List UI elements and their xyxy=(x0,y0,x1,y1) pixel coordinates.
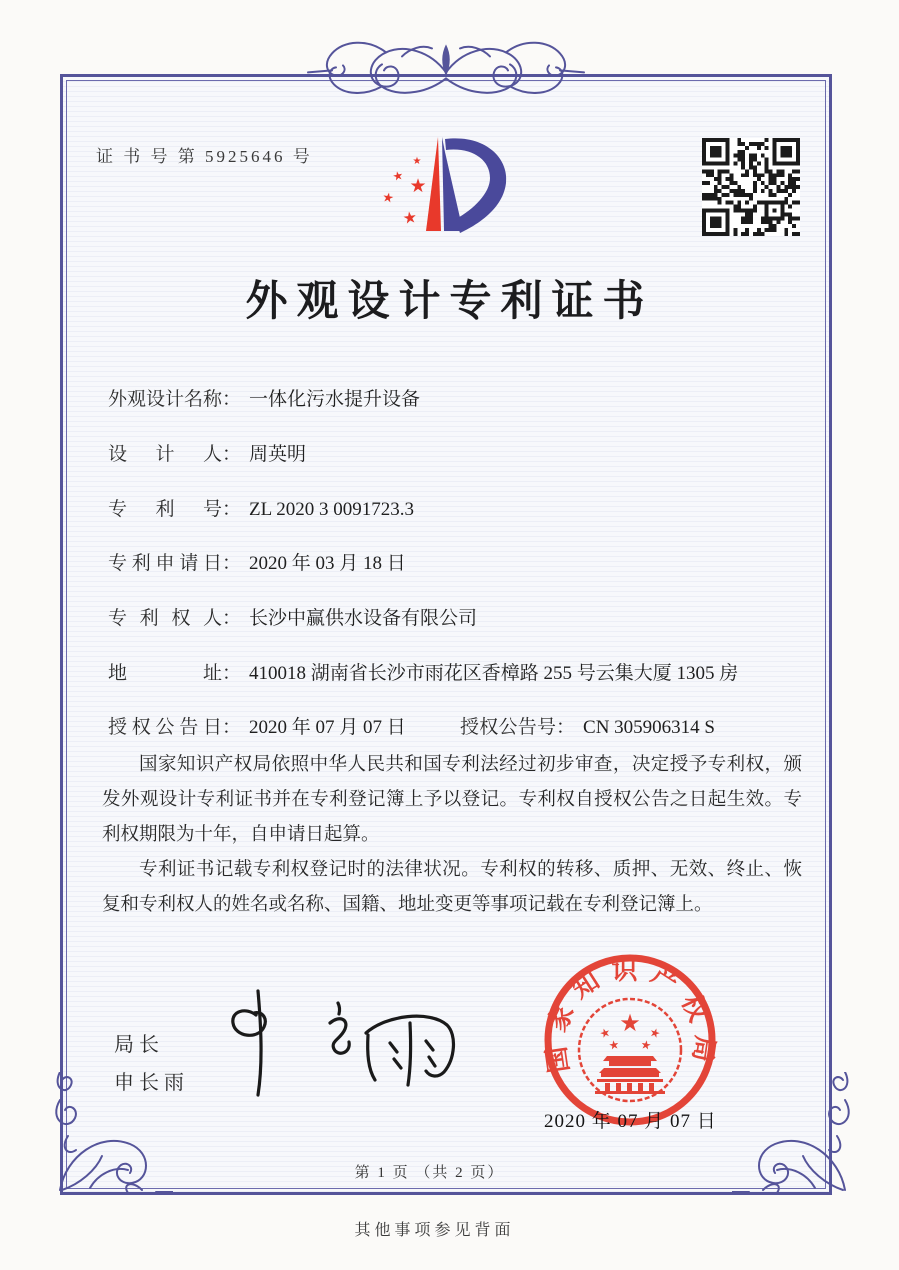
field-value: CN 305906314 S xyxy=(583,717,715,738)
cnipa-logo-icon xyxy=(375,130,520,240)
field-label: 地址 xyxy=(108,663,222,684)
director-title: 局长 xyxy=(114,1034,164,1056)
seal-date: 2020 年 07 月 07 日 xyxy=(544,1111,717,1132)
svg-text:★: ★ xyxy=(412,156,422,167)
field-value: ZL 2020 3 0091723.3 xyxy=(249,499,415,520)
certificate-title: 外观设计专利证书 xyxy=(245,279,654,325)
field-row-patentee: 专利权人： 长沙中赢供水设备有限公司 xyxy=(108,603,477,630)
page-number: 第 1 页 （共 2 页） xyxy=(354,1165,505,1181)
back-note: 其他事项参见背面 xyxy=(354,1222,515,1239)
field-row-grant-date: 授权公告日： 2020 年 07 月 07 日 授权公告号： CN 305906314 S xyxy=(108,712,406,739)
field-value: 2020 年 03 月 18 日 xyxy=(249,553,406,574)
svg-text:★: ★ xyxy=(391,168,405,184)
svg-text:★: ★ xyxy=(597,1024,613,1042)
field-row-filing-date: 专利申请日： 2020 年 03 月 18 日 xyxy=(108,548,406,575)
seal-org-text: 国家知识产权局 xyxy=(540,955,720,1075)
bottom-right-corner-ornament-icon xyxy=(732,1072,867,1202)
certificate-body-text xyxy=(102,748,802,923)
field-value: 长沙中赢供水设备有限公司 xyxy=(249,608,478,629)
field-label: 专利申请日 xyxy=(108,553,222,574)
field-value: 2020 年 07 月 07 日 xyxy=(249,717,406,738)
svg-text:★: ★ xyxy=(409,175,427,197)
certificate-number: 证 书 号 第 5925646 号 xyxy=(96,147,313,166)
field-grant-number: 授权公告号： CN 305906314 S xyxy=(460,712,715,739)
field-row-address: 地址： 410018 湖南省长沙市雨花区香樟路 255 号云集大厦 1305 房 xyxy=(108,658,738,685)
director-name: 申长雨 xyxy=(114,1072,189,1094)
svg-text:★: ★ xyxy=(401,207,419,228)
field-value: 一体化污水提升设备 xyxy=(249,389,421,410)
field-row-design-name: 外观设计名称： 一体化污水提升设备 xyxy=(108,384,420,411)
field-label: 设计人 xyxy=(108,444,222,465)
svg-text:★: ★ xyxy=(639,1037,653,1053)
director-signature-icon xyxy=(218,985,468,1103)
field-value: 410018 湖南省长沙市雨花区香樟路 255 号云集大厦 1305 房 xyxy=(249,663,739,684)
field-row-designer: 设计人： 周英明 xyxy=(108,439,306,466)
field-label: 专利权人 xyxy=(108,608,222,629)
svg-text:★: ★ xyxy=(380,190,395,207)
field-value: 周英明 xyxy=(249,444,307,465)
field-label: 授权公告号 xyxy=(460,717,556,738)
field-label: 外观设计名称 xyxy=(108,389,223,410)
svg-text:★: ★ xyxy=(619,1009,641,1037)
field-label: 专利号 xyxy=(108,499,222,520)
legal-status-paragraph: 专利证书记载专利权登记时的法律状况。专利权的转移、质押、无效、终止、恢复和专利权人的姓名或名称、国籍、地址变更等事项记载在专利登记簿上。 xyxy=(102,860,802,915)
svg-text:★: ★ xyxy=(647,1024,663,1042)
field-label: 授权公告日 xyxy=(108,717,222,738)
top-flourish-ornament-icon xyxy=(306,32,586,112)
svg-text:★: ★ xyxy=(607,1037,621,1053)
qr-code-icon xyxy=(702,138,800,236)
grant-paragraph: 国家知识产权局依照中华人民共和国专利法经过初步审查，决定授予专利权，颁发外观设计专利证书并在专利登记簿上予以登记。专利权自授权公告之日起生效。专利权期限为十年，自申请日起算。 xyxy=(102,755,802,845)
field-row-patent-number: 专利号： ZL 2020 3 0091723.3 xyxy=(108,494,414,521)
